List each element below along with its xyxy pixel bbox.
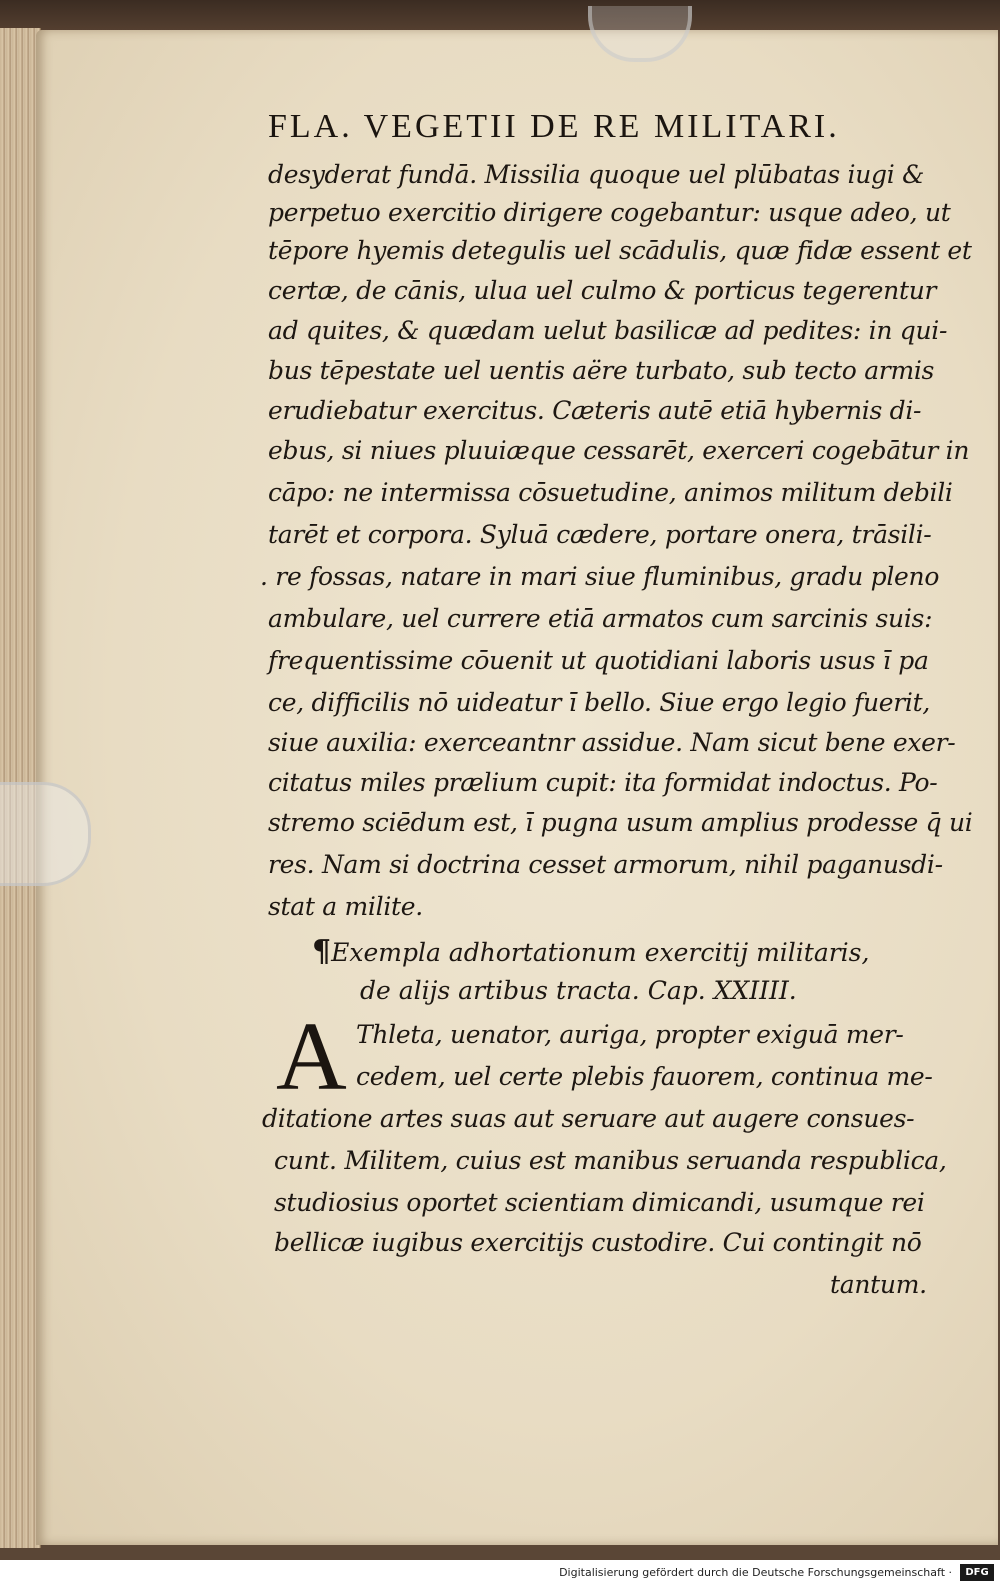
- text-line: tēpore hyemis detegulis uel scādulis, quæ fidæ essent et: [268, 236, 972, 265]
- text-line: cāpo: ne intermissa cōsuetudine, animos militum debili: [268, 478, 953, 507]
- text-line: certæ, de cānis, ulua uel culmo & porticus tegerentur: [268, 276, 937, 305]
- chapter-text-line: ditatione artes suas aut seruare aut augere consues-: [262, 1104, 915, 1133]
- text-line: stremo sciēdum est, ī pugna usum amplius prodesse q̄ ui: [268, 808, 973, 837]
- footer-bar: [0, 1560, 1000, 1587]
- funding-credit: Digitalisierung gefördert durch die Deutsche Forschungsgemeinschaft ·: [559, 1566, 952, 1579]
- chapter-text-line: cedem, uel certe plebis fauorem, continua me-: [356, 1062, 933, 1091]
- text-line: res. Nam si doctrina cesset armorum, nihil paganusdi-: [268, 850, 943, 879]
- chapter-text-line: cunt. Militem, cuius est manibus seruanda respublica,: [274, 1146, 947, 1175]
- text-line: perpetuo exercitio dirigere cogebantur: usque adeo, ut: [268, 198, 951, 227]
- dfg-logo: DFG: [960, 1564, 994, 1581]
- pilcrow-mark: ¶: [312, 934, 332, 969]
- text-line: tarēt et corpora. Syluā cædere, portare onera, trāsili-: [268, 520, 932, 549]
- drop-cap-initial: A: [276, 1003, 347, 1111]
- chapter-title-line-1: [312, 934, 869, 969]
- running-header: FLA. VEGETII DE RE MILITARI.: [268, 108, 840, 145]
- text-line: siue auxilia: exerceantnr assidue. Nam sicut bene exer-: [268, 728, 956, 757]
- text-line: desyderat fundā. Missilia quoque uel plūbatas iugi &: [268, 160, 925, 189]
- chapter-title-line-2: de alijs artibus tracta. Cap. XXIIII.: [360, 976, 797, 1005]
- catchword: tantum.: [830, 1270, 927, 1299]
- text-line: ebus, si niues pluuiæque cessarēt, exerceri cogebātur in: [268, 436, 970, 465]
- text-line: ad quites, & quædam uelut basilicæ ad pedites: in qui-: [268, 316, 948, 345]
- chapter-title-text-1: Exempla adhortationum exercitij militaris,: [331, 938, 870, 967]
- text-line: bus tēpestate uel uentis aëre turbato, sub tecto armis: [268, 356, 935, 385]
- text-line: ambulare, uel currere etiā armatos cum sarcinis suis:: [268, 604, 933, 633]
- chapter-text-line: Thleta, uenator, auriga, propter exiguā mer-: [356, 1020, 904, 1049]
- text-line: stat a milite.: [268, 892, 423, 921]
- page-clip-left: [0, 782, 91, 886]
- text-line: . re fossas, natare in mari siue fluminibus, gradu pleno: [260, 562, 940, 591]
- chapter-text-line: studiosius oportet scientiam dimicandi, usumque rei: [274, 1188, 925, 1217]
- text-line: frequentissime cōuenit ut quotidiani laboris usus ī pa: [268, 646, 929, 675]
- text-line: ce, difficilis nō uideatur ī bello. Siue ergo legio fuerit,: [268, 688, 931, 717]
- chapter-text-line: bellicæ iugibus exercitijs custodire. Cui contingit nō: [274, 1228, 922, 1257]
- text-line: citatus miles prælium cupit: ita formidat indoctus. Po-: [268, 768, 938, 797]
- text-line: erudiebatur exercitus. Cæteris autē etiā hybernis di-: [268, 396, 922, 425]
